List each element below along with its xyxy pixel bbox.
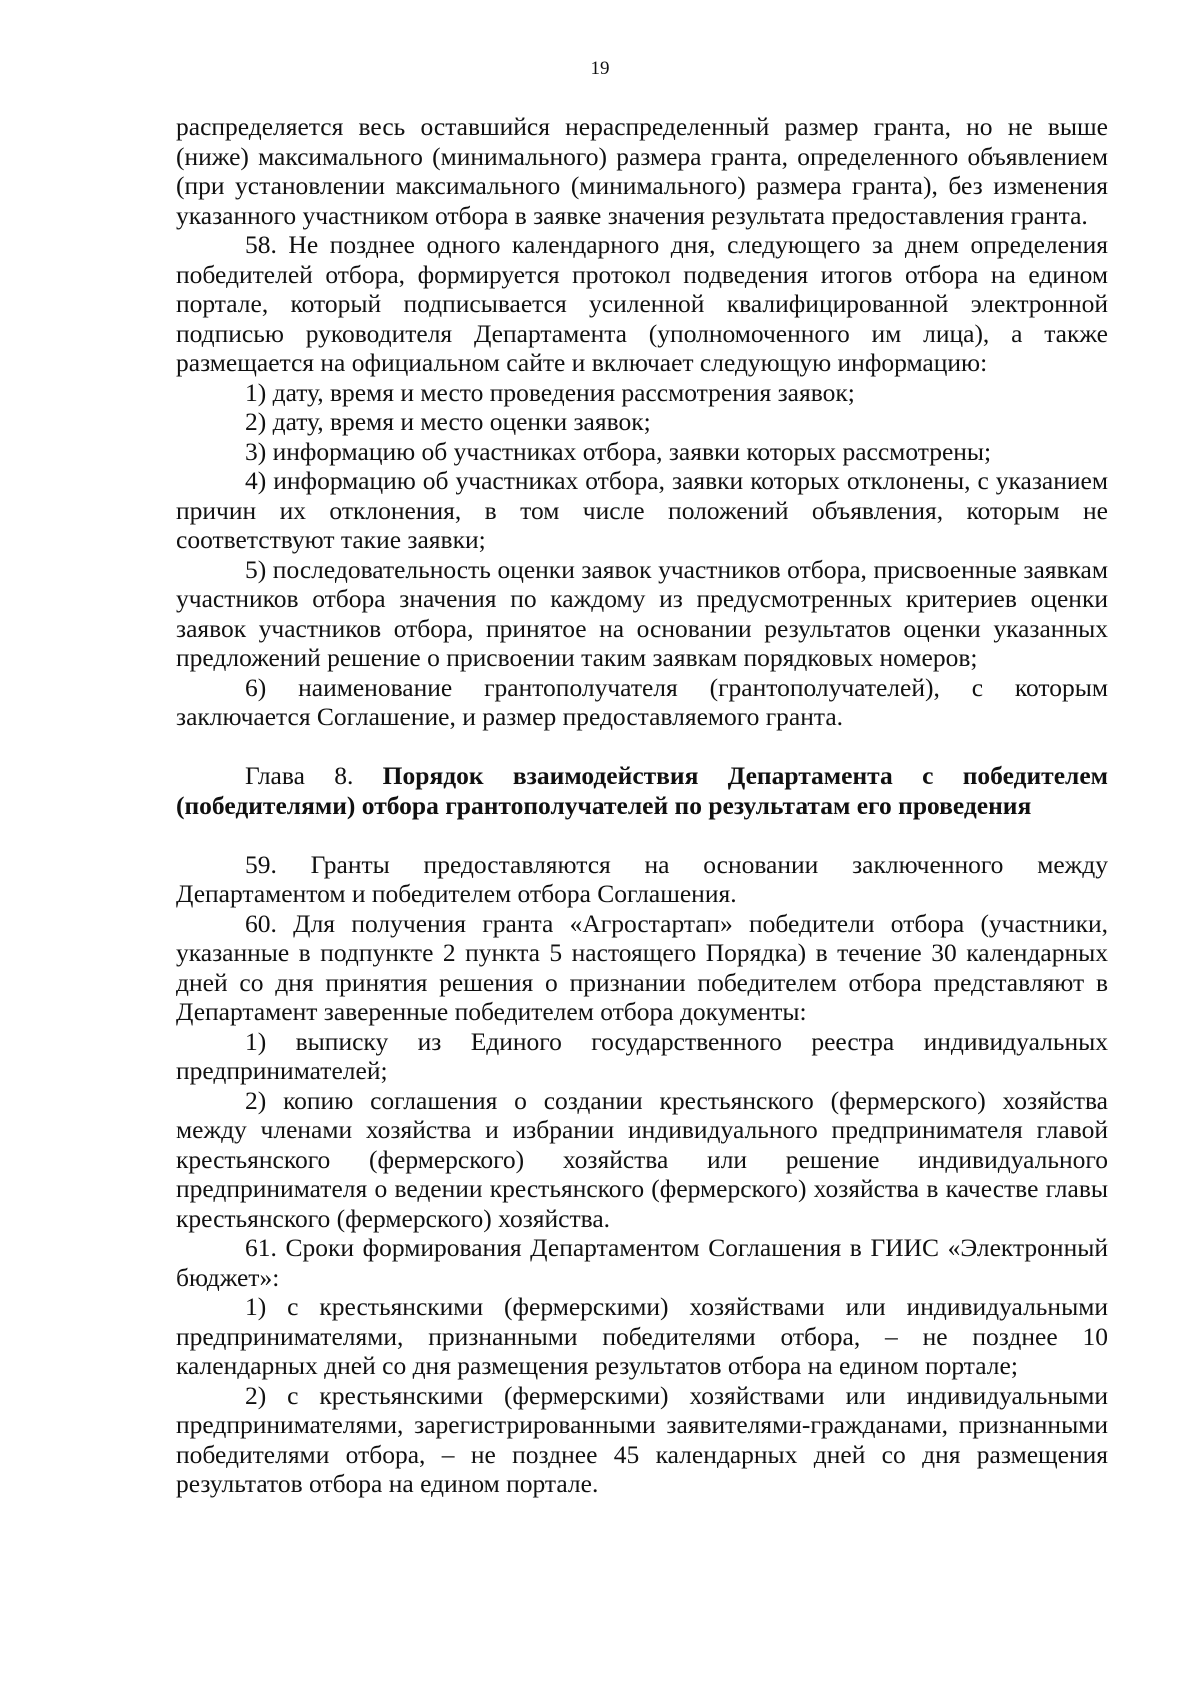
list-item: 1) дату, время и место проведения рассмотрения заявок; xyxy=(245,377,855,407)
list-item: 1) с крестьянскими (фермерскими) хозяйствами или индивидуальными предпринимателями, признанными победителями отбора, – не позднее 10 календарных дней со дня размещения результатов отбора на едином портале; xyxy=(176,1292,1108,1380)
chapter-title: Порядок взаимодействия Департамента с победителем (победителями) отбора грантополучателей по результатам его проведения xyxy=(176,761,1109,820)
list-item: 2) копию соглашения о создании крестьянского (фермерского) хозяйства между членами хозяйства и избрании индивидуального предпринимателя главой крестьянского (фермерского) хозяйства или решение индивидуального предпринимателя о ведении крестьянского (фермерского) хозяйства в качестве главы крестьянского (фермерского) хозяйства. xyxy=(176,1085,1108,1233)
paragraph-60: 60. Для получения гранта «Агростартап» победители отбора (участники, указанные в подпункте 2 пункта 5 настоящего Порядка) в течение 30 календарных дней со дня принятия решения о признании победителем отбора представляют в Департамент заверенные победителем отбора документы: xyxy=(176,908,1108,1026)
paragraph-continuation: распределяется весь оставшийся нераспределенный размер гранта, но не выше (ниже) максимального (минимального) размера гранта, определенного объявлением (при установлении максимального (минимального) размера гранта), без изменения указанного участником отбора в заявке значения результата предоставления гранта. xyxy=(176,112,1108,230)
paragraph-61: 61. Сроки формирования Департаментом Соглашения в ГИИС «Электронный бюджет»: xyxy=(176,1233,1108,1292)
page-number: 19 xyxy=(590,58,610,79)
chapter-heading xyxy=(176,761,1108,820)
paragraph-59: 59. Гранты предоставляются на основании заключенного между Департаментом и победителем отбора Соглашения. xyxy=(176,849,1108,908)
list-item: 4) информацию об участниках отбора, заявки которых отклонены, с указанием причин их отклонения, в том числе положений объявления, которым не соответствуют такие заявки; xyxy=(176,466,1108,554)
list-item: 2) дату, время и место оценки заявок; xyxy=(245,407,651,436)
list-item: 2) с крестьянскими (фермерскими) хозяйствами или индивидуальными предпринимателями, зарегистрированными заявителями-гражданами, признанными победителями отбора, – не позднее 45 календарных дней со дня размещения результатов отбора на едином портале. xyxy=(176,1380,1108,1498)
list-item: 3) информацию об участниках отбора, заявки которых рассмотрены; xyxy=(245,436,992,466)
paragraph-58: 58. Не позднее одного календарного дня, следующего за днем определения победителей отбора, формируется протокол подведения итогов отбора на едином портале, который подписывается усиленной квалифицированной электронной подписью руководителя Департамента (уполномоченного им лица), а также размещается на официальном сайте и включает следующую информацию: xyxy=(176,230,1108,377)
document-body xyxy=(176,112,1108,1499)
list-item: 6) наименование грантополучателя (грантополучателей), с которым заключается Соглашение, и размер предоставляемого гранта. xyxy=(176,672,1108,731)
list-item: 1) выписку из Единого государственного реестра индивидуальных предпринимателей; xyxy=(176,1026,1108,1085)
chapter-prefix: Глава 8. xyxy=(245,761,383,790)
list-item: 5) последовательность оценки заявок участников отбора, присвоенные заявкам участников отбора значения по каждому из предусмотренных критериев оценки заявок участников отбора, принятое на основании результатов оценки указанных предложений решение о присвоении таким заявкам порядковых номеров; xyxy=(176,554,1108,672)
